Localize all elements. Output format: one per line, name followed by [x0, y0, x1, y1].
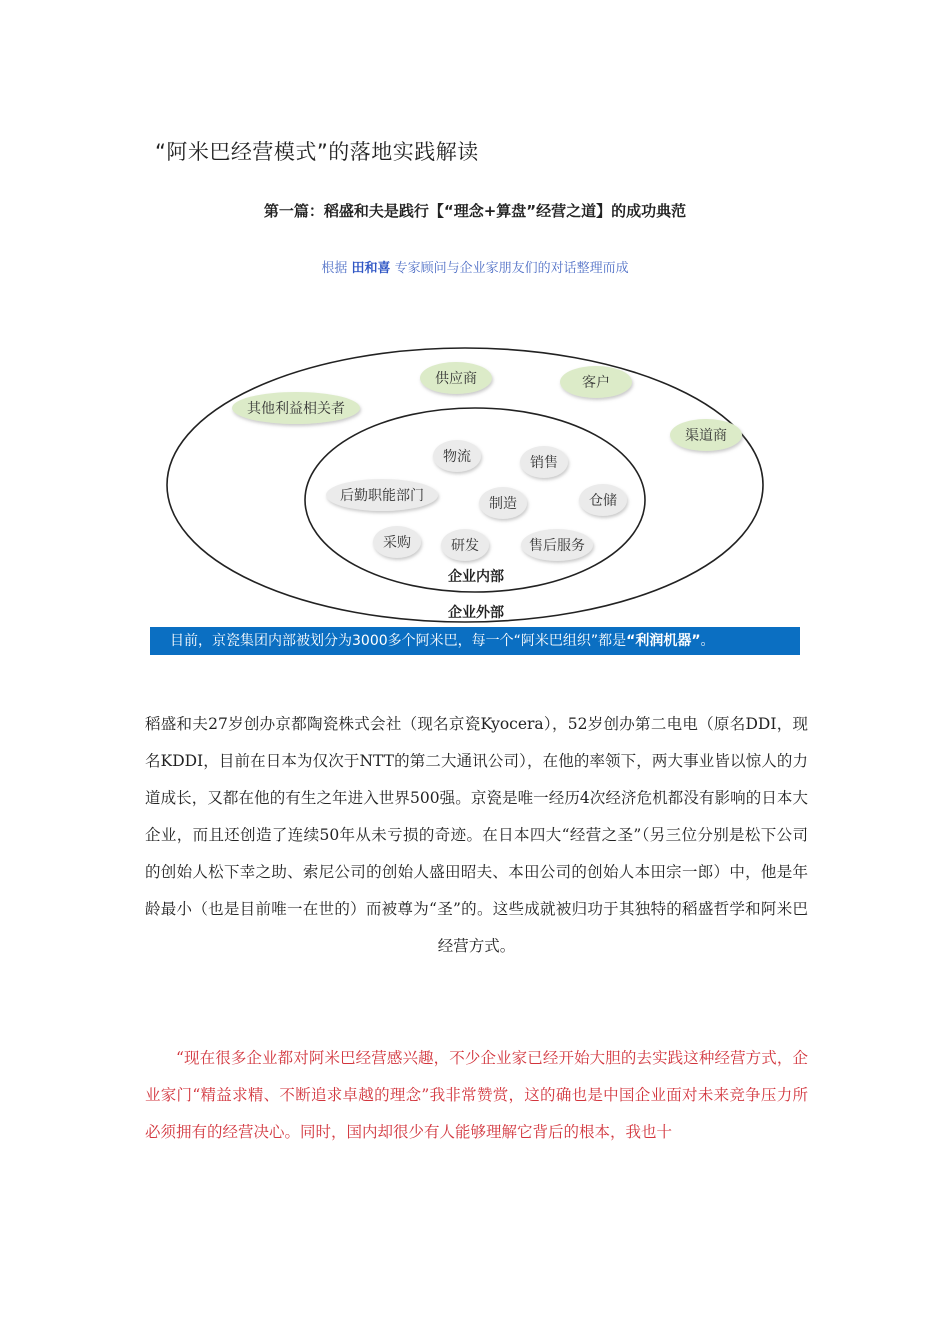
outer-label: 企业外部: [448, 605, 504, 621]
inner-node: [326, 479, 438, 511]
document-subtitle: 第一篇：稻盛和夫是践行【“理念+算盘”经营之道】的成功典范: [263, 202, 687, 220]
inner-node: [433, 440, 481, 472]
outer-node-label: 其他利益相关者: [247, 401, 345, 417]
inner-node: [373, 526, 421, 558]
inner-node: [520, 446, 568, 478]
stakeholder-diagram: [145, 340, 805, 630]
inner-node: [579, 484, 627, 516]
inner-node: [521, 529, 593, 561]
kyocera-banner: [150, 627, 800, 655]
body-paragraph-2-quote: “现在很多企业都对阿米巴经营感兴趣，不少企业家已经开始大胆的去实践这种经营方式，企业家门“精益求精、不断追求卓越的理念”我非常赞赏，这的确也是中国企业面对未来竞争压力所必须拥有的经营决心。同时，国内却很少有人能够理解它背后的根本，我也十: [145, 1049, 808, 1141]
outer-node: [232, 392, 360, 424]
source-author: 田和喜: [351, 261, 391, 276]
outer-node: [420, 362, 492, 394]
outer-node-label: 供应商: [435, 371, 477, 387]
document-title: “阿米巴经营模式”的落地实践解读: [155, 140, 479, 164]
body-paragraph-1: 稻盛和夫27岁创办京都陶瓷株式会社（现名京瓷Kyocera），52岁创办第二电电（原名DDI，现名KDDI，目前在日本为仅次于NTT的第二大通讯公司），在他的率领下，两大事业皆以惊人的力道成长，又都在他的有生之年进入世界500强。京瓷是唯一经历4次经济危机都没有影响的日本大企业，而且还创造了连续50年从未亏损的奇迹。在日本四大“经营之圣”（另三位分别是松下公司的创始人松下幸之助、索尼公司的创始人盛田昭夫、本田公司的创始人本田宗一郎）中，他是年龄最小（也是目前唯一在世的）而被尊为“圣”的。这些成就被归功于其独特的稻盛哲学和阿米巴经营方式。: [145, 715, 808, 955]
outer-node-label: 客户: [582, 375, 610, 391]
outer-node: [560, 366, 632, 398]
outer-node: [670, 419, 742, 451]
banner-text-a: 目前，京瓷集团内部被划分为3000多个阿米巴，每一个“阿米巴组织”都是: [170, 633, 627, 649]
outer-node-label: 渠道商: [685, 428, 727, 444]
inner-node-label: 后勤职能部门: [340, 488, 424, 504]
inner-node-label: 采购: [383, 535, 411, 551]
inner-node-label: 研发: [451, 538, 479, 554]
source-prefix: 根据: [321, 261, 348, 276]
inner-node-label: 仓储: [589, 493, 617, 509]
banner-text-c: 。: [700, 633, 715, 649]
source-suffix: 专家顾问与企业家朋友们的对话整理而成: [394, 261, 629, 276]
source-note: [0, 257, 950, 276]
inner-node-label: 物流: [443, 449, 471, 465]
inner-label: 企业内部: [448, 569, 504, 585]
inner-node: [479, 487, 527, 519]
banner-highlight: “利润机器”: [626, 633, 701, 649]
inner-node: [441, 529, 489, 561]
inner-node-label: 销售: [530, 455, 558, 471]
inner-node-label: 售后服务: [529, 538, 585, 554]
inner-node-label: 制造: [489, 496, 517, 512]
